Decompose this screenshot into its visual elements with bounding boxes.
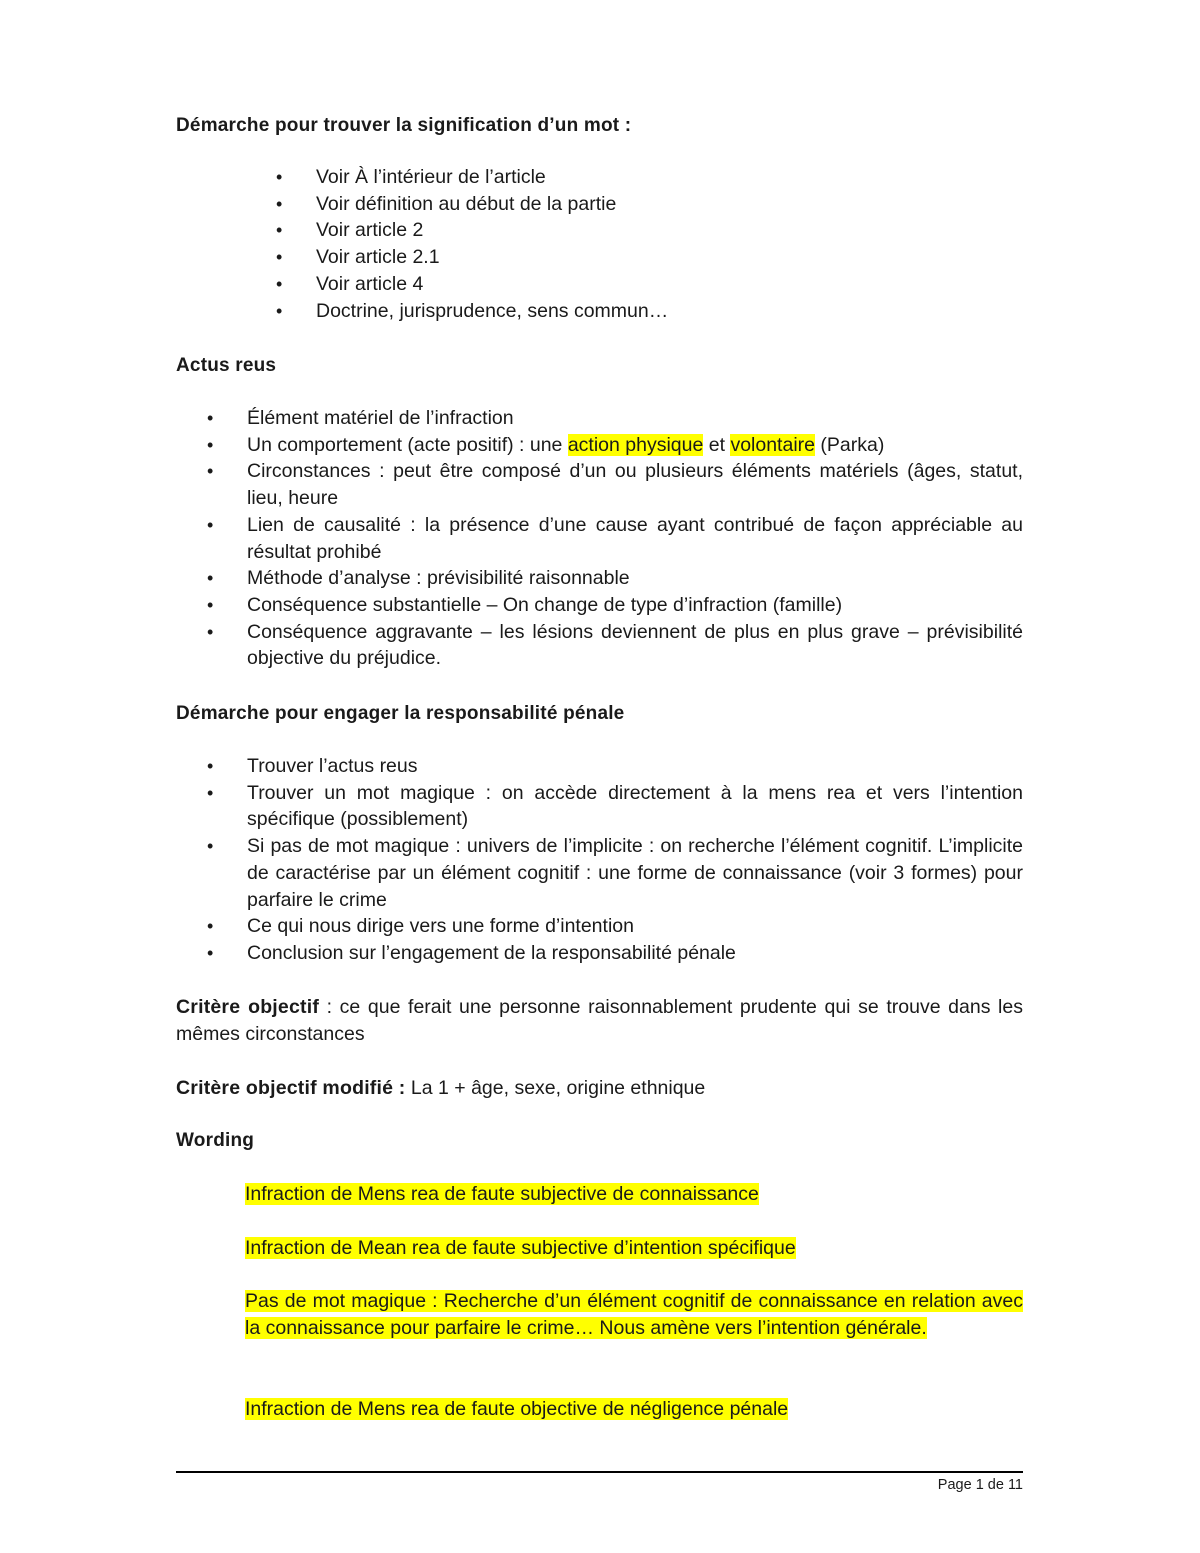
text-segment: et xyxy=(703,433,731,456)
critere-objectif-modifie xyxy=(176,1075,1023,1102)
highlighted-text: Pas de mot magique : Recherche d’un élément cognitif de connaissance en relation avec la connaissance pour parfaire le crime… Nous amène vers l’intention générale. xyxy=(245,1290,1023,1339)
highlighted-text: Infraction de Mens rea de faute subjective de connaissance xyxy=(245,1183,759,1205)
list-item: • Voir article 2 xyxy=(245,217,1025,244)
highlighted-text: Infraction de Mens rea de faute objective de négligence pénale xyxy=(245,1398,789,1420)
critere-modifie-text: La 1 + âge, sexe, origine ethnique xyxy=(405,1077,706,1099)
heading-actus-reus: Actus reus xyxy=(176,355,277,376)
highlight-volontaire: volontaire xyxy=(730,433,815,456)
list-item: • Conséquence substantielle – On change de type d’infraction (famille) xyxy=(176,592,1023,619)
list-item: • Trouver l’actus reus xyxy=(176,753,1023,780)
critere-modifie-label: Critère objectif modifié : xyxy=(176,1077,406,1099)
list-responsabilite xyxy=(176,753,1023,967)
highlight-action-physique: action physique xyxy=(567,433,704,456)
list-item: • Ce qui nous dirige vers une forme d’intention xyxy=(176,913,1023,940)
list-item: • Lien de causalité : la présence d’une cause ayant contribué de façon appréciable au résultat prohibé xyxy=(176,512,1023,565)
list-item: • Conclusion sur l’engagement de la responsabilité pénale xyxy=(176,940,1023,967)
list-item: • Élément matériel de l’infraction xyxy=(176,405,1023,432)
critere-objectif xyxy=(176,994,1023,1047)
highlighted-text: Infraction de Mean rea de faute subjective d’intention spécifique xyxy=(245,1237,796,1259)
list-actus-reus xyxy=(176,405,1023,672)
list-item: • Voir À l’intérieur de l’article xyxy=(245,164,1025,191)
list-item: • Doctrine, jurisprudence, sens commun… xyxy=(245,298,1025,325)
list-item: • Trouver un mot magique : on accède directement à la mens rea et vers l’intention spécifique (possiblement) xyxy=(176,780,1023,833)
list-item: • Méthode d’analyse : prévisibilité raisonnable xyxy=(176,565,1023,592)
list-item xyxy=(176,432,1023,459)
heading-signification: Démarche pour trouver la signification d’un mot : xyxy=(176,115,632,136)
wording-item xyxy=(245,1235,1023,1262)
list-item: • Conséquence aggravante – les lésions deviennent de plus en plus grave – prévisibilité objective du préjudice. xyxy=(176,619,1023,672)
page-number: Page 1 de 11 xyxy=(937,1477,1023,1493)
list-item: • Voir article 2.1 xyxy=(245,244,1025,271)
list-item: • Si pas de mot magique : univers de l’implicite : on recherche l’élément cognitif. L’implicite de caractérise par un élément cognitif : une forme de connaissance (voir 3 formes) pour parfaire le crime xyxy=(176,833,1023,913)
wording-item xyxy=(245,1396,1023,1423)
list-item: • Voir article 4 xyxy=(245,271,1025,298)
heading-wording: Wording xyxy=(176,1130,255,1151)
heading-responsabilite: Démarche pour engager la responsabilité pénale xyxy=(176,703,625,724)
list-signification xyxy=(245,164,1025,324)
text-segment: (Parka) xyxy=(815,433,885,456)
list-item: • Circonstances : peut être composé d’un ou plusieurs éléments matériels (âges, statut, lieu, heure xyxy=(176,458,1023,511)
wording-item xyxy=(245,1181,1023,1208)
wording-item xyxy=(245,1288,1023,1341)
critere-objectif-text: : ce que ferait une personne raisonnablement prudente qui se trouve dans les mêmes circonstances xyxy=(176,996,1023,1045)
text-segment: Un comportement (acte positif) : une xyxy=(247,433,568,456)
footer-divider xyxy=(176,1471,1023,1473)
critere-objectif-label: Critère objectif xyxy=(176,996,320,1018)
list-item: • Voir définition au début de la partie xyxy=(245,191,1025,218)
